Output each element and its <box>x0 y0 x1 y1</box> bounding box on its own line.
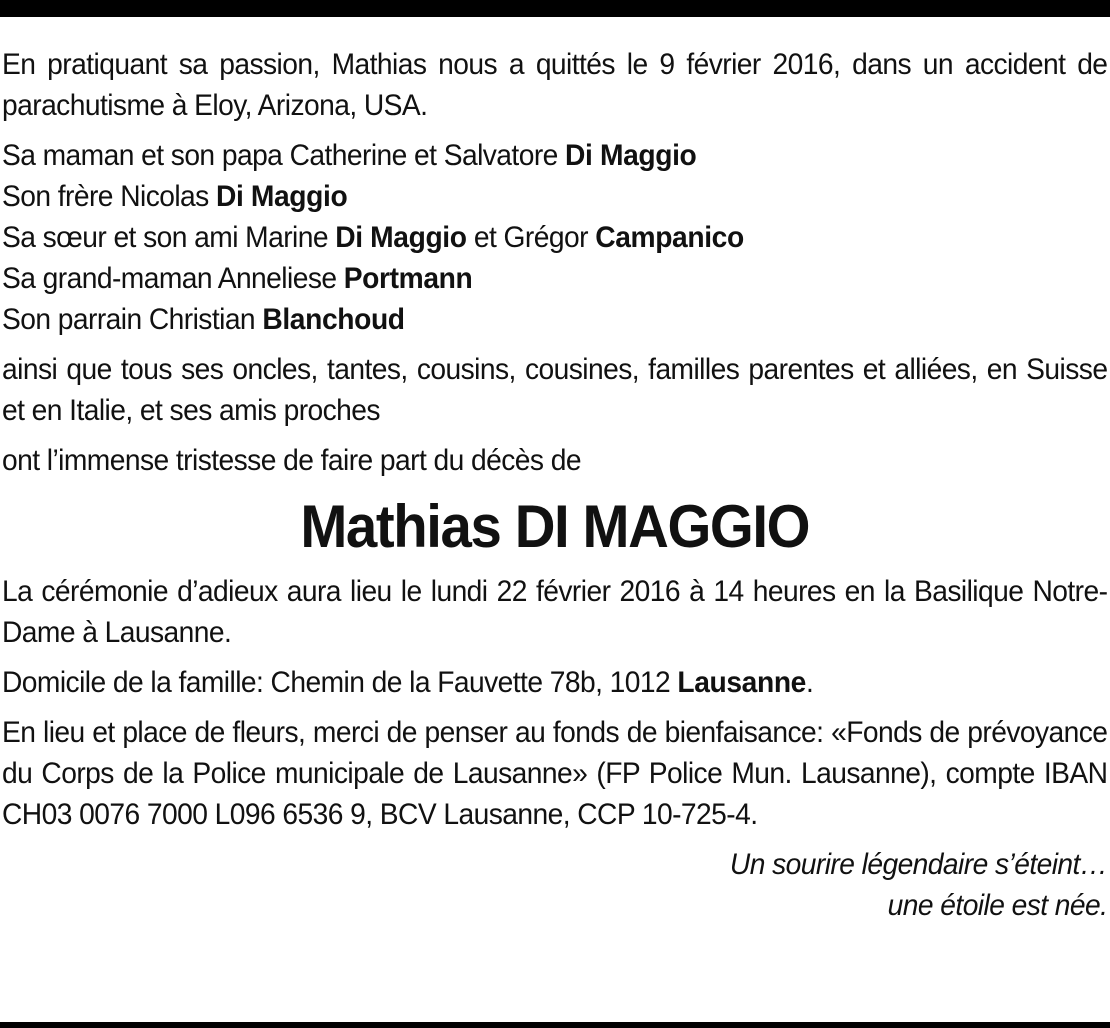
epitaph <box>2 844 1107 926</box>
obituary-notice <box>2 44 1107 926</box>
donation-paragraph: En lieu et place de fleurs, merci de penser au fonds de bienfaisance: «Fonds de prévoyance du Corps de la Police municipale de Lausanne» (FP Police Mun. Lausanne), compte IBAN CH03 0076 7000 L096 6536 9, BCV Lausanne, CCP 10-725-4. <box>2 716 1108 831</box>
relative-surname: Blanchoud <box>262 303 405 336</box>
relative-surname: Campanico <box>595 221 744 254</box>
relative-line: Son parrain Christian Blanchoud <box>2 303 405 336</box>
relative-line: Sa maman et son papa Catherine et Salvatore Di Maggio <box>2 139 697 172</box>
intro-paragraph: En pratiquant sa passion, Mathias nous a quittés le 9 février 2016, dans un accident de parachutisme à Eloy, Arizona, USA. <box>2 48 1108 122</box>
relative-surname: Di Maggio <box>565 139 697 172</box>
relative-line: Sa sœur et son ami Marine Di Maggio et Grégor Campanico <box>2 221 744 254</box>
relative-line: Sa grand-maman Anneliese Portmann <box>2 262 473 295</box>
bottom-border <box>0 1022 1110 1028</box>
deceased-name: Mathias DI MAGGIO <box>300 493 810 560</box>
top-border <box>0 0 1110 17</box>
domicile-line: Domicile de la famille: Chemin de la Fauvette 78b, 1012 Lausanne. <box>2 666 814 699</box>
relative-line: Son frère Nicolas Di Maggio <box>2 180 348 213</box>
ceremony-paragraph: La cérémonie d’adieux aura lieu le lundi 22 février 2016 à 14 heures en la Basilique Notre-Dame à Lausanne. <box>2 575 1108 649</box>
relative-surname: Di Maggio <box>215 180 348 213</box>
announcement-line: ont l’immense tristesse de faire part du décès de <box>2 444 581 477</box>
epitaph-line-1: Un sourire légendaire s’éteint… <box>729 848 1108 881</box>
relatives-list <box>2 135 1107 340</box>
relative-surname: Di Maggio <box>335 221 467 254</box>
relative-surname: Portmann <box>343 262 473 295</box>
domicile-city: Lausanne <box>677 666 806 699</box>
extended-family-paragraph: ainsi que tous ses oncles, tantes, cousins, cousines, familles parentes et alliées, en Suisse et en Italie, et ses amis proches <box>2 353 1108 427</box>
epitaph-line-2: une étoile est née. <box>887 889 1108 922</box>
